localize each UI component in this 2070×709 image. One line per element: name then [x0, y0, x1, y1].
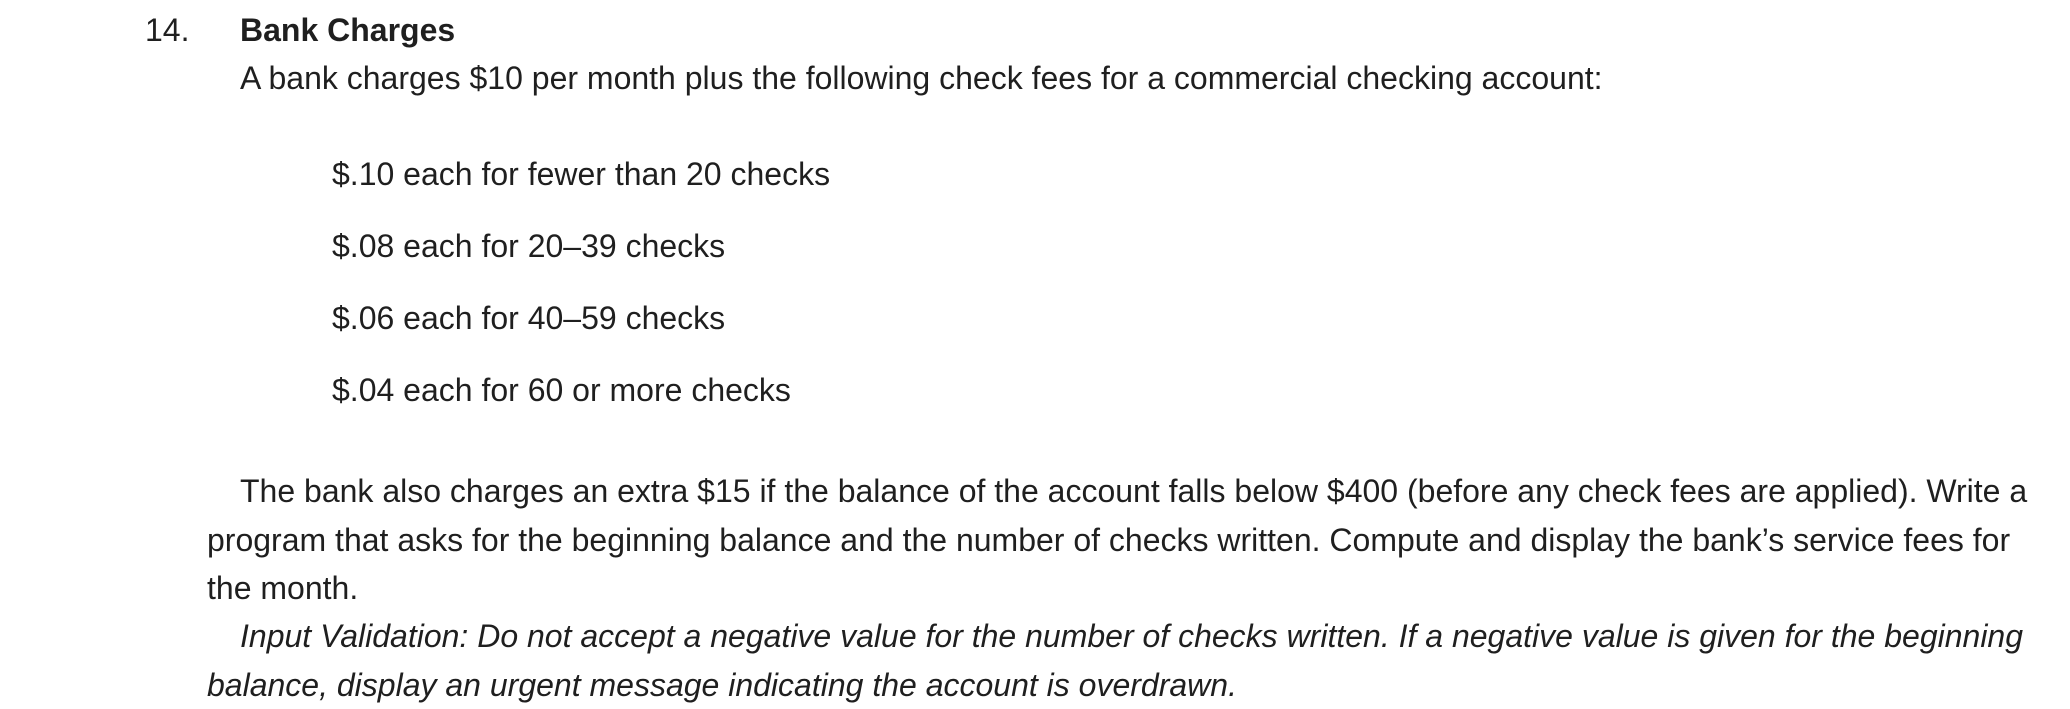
intro-text: A bank charges $10 per month plus the following check fees for a commercial checking account: — [240, 60, 1603, 96]
check-fee-item: $.06 each for 40–59 checks — [332, 300, 726, 336]
problem-title: Bank Charges — [240, 12, 456, 48]
problem-description: The bank also charges an extra $15 if the balance of the account falls below $400 (before any check fees are applied). Write a program that asks for the beginning balance and the number of checks written. Compute and display the bank’s service fees for the month. — [207, 473, 2028, 606]
check-fee-item: $.10 each for fewer than 20 checks — [332, 156, 831, 192]
problem-number: 14. — [145, 12, 190, 48]
check-fee-item: $.08 each for 20–39 checks — [332, 228, 726, 264]
check-fee-item: $.04 each for 60 or more checks — [332, 372, 791, 408]
check-fee-list — [332, 154, 830, 442]
input-validation-note: Input Validation: Do not accept a negative value for the number of checks written. If a negative value is given for the beginning balance, display an urgent message indicating the account is overdrawn. — [207, 618, 2024, 703]
